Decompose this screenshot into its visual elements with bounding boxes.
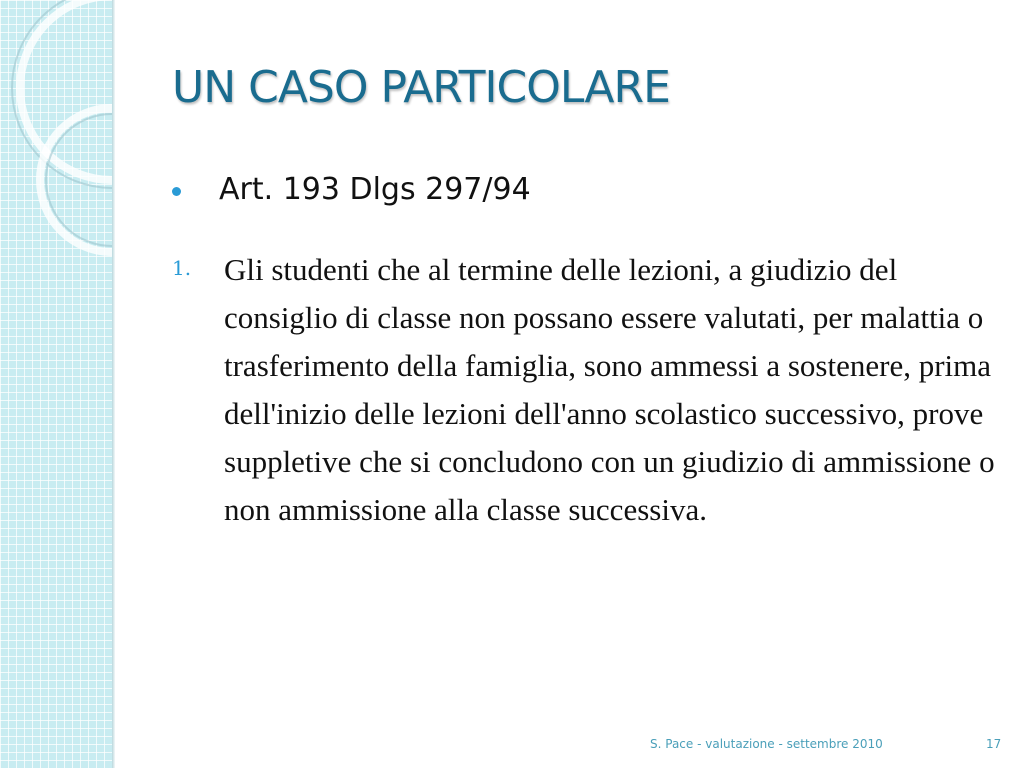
numbered-item	[172, 246, 1014, 534]
slide-title: UN CASO PARTICOLARE	[172, 62, 670, 113]
footer-text: S. Pace - valutazione - settembre 2010	[650, 737, 883, 751]
bullet-text: Art. 193 Dlgs 297/94	[219, 172, 531, 207]
page-number: 17	[986, 737, 1002, 751]
side-panel-edge	[112, 0, 115, 768]
item-number: 1.	[172, 256, 192, 280]
decorative-rings	[0, 0, 112, 768]
bullet-item	[172, 172, 531, 207]
item-text: Gli studenti che al termine delle lezioni, a giudizio del consiglio di classe non possano essere valutati, per malattia o trasferimento della famiglia, sono ammessi a sostenere, prima dell'inizio delle lezioni dell'anno scolastico successivo, prove suppletive che si concludono con un giudizio di ammissione o non ammissione alla classe successiva.	[224, 252, 995, 527]
bullet-dot-icon	[172, 187, 181, 196]
decorative-side-panel	[0, 0, 112, 768]
